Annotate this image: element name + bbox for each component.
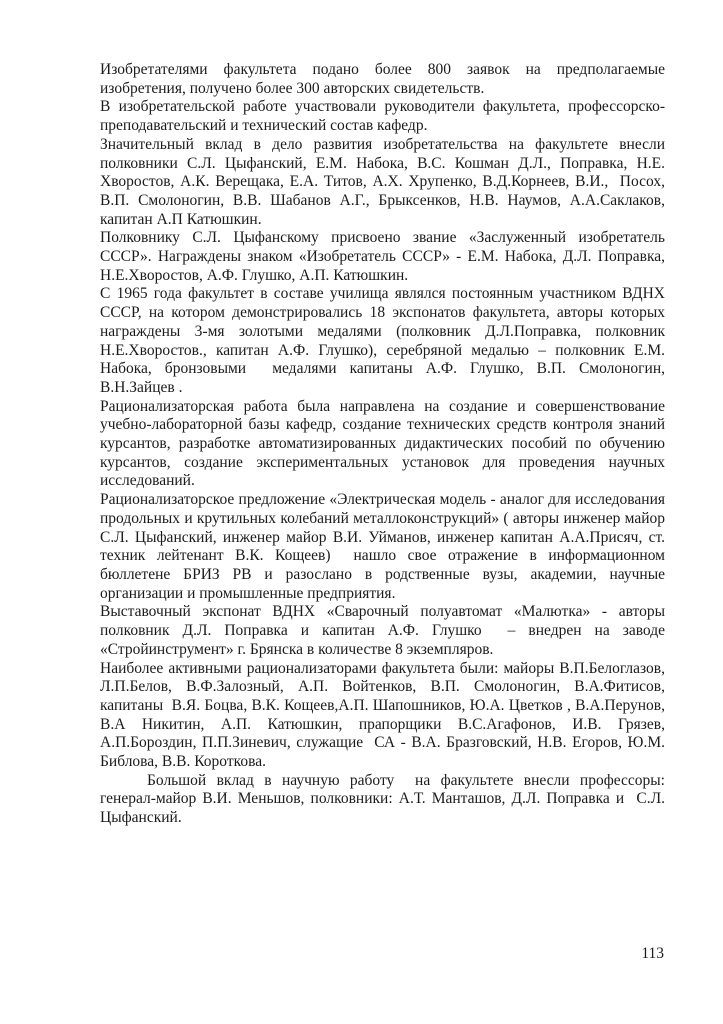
document-body (100, 61, 669, 828)
paragraph: С 1965 года факультет в составе училища являлся постоянным участником ВДНХ СССР, на котором демонстрировались 18 экспонатов факультета, авторы которых награждены 3-мя золотыми медалями (полковник Д.Л.Поправка, полковник Н.Е.Хворостов., капитан А.Ф. Глушко), серебряной медалью – полковник Е.М. Набока, бронзовыми медалями капитаны А.Ф. Глушко, В.П. Смолоногин, В.Н.Зайцев . (100, 285, 669, 396)
paragraph: Рационализаторское предложение «Электрическая модель - аналог для исследования продольных и крутильных колебаний металлоконструкций» ( авторы инженер майор С.Л. Цыфанский, инженер майор В.И. Уйманов, инженер капитан А.А.Присяч, ст. техник лейтенант В.К. Кощеев) нашло свое отражение в информационном бюллетене БРИЗ РВ и разослано в родственные вузы, академии, научные организации и промышленные предприятия. (100, 491, 669, 602)
paragraph: Выставочный экспонат ВДНХ «Сварочный полуавтомат «Малютка» - авторы полковник Д.Л. Поправка и капитан А.Ф. Глушко – внедрен на заводе «Стройинструмент» г. Брянска в количестве 8 экземпляров. (100, 603, 669, 658)
paragraph: Полковнику С.Л. Цыфанскому присвоено звание «Заслуженный изобретатель СССР». Награждены знаком «Изобретатель СССР» - Е.М. Набока, Д.Л. Поправка, Н.Е.Хворостов, А.Ф. Глушко, А.П. Катюшкин. (100, 229, 669, 284)
paragraph: Большой вклад в научную работу на факультете внесли профессоры: генерал-майор В.И. Меньшов, полковники: А.Т. Манташов, Д.Л. Поправка и С.Л. Цыфанский. (100, 771, 669, 827)
paragraph: Рационализаторская работа была направлена на создание и совершенствование учебно-лабораторной базы кафедр, создание технических средств контроля знаний курсантов, разработке автоматизированных дидактических пособий по обучению курсантов, создание экспериментальных установок для проведения научных исследований. (100, 397, 669, 490)
paragraph: Изобретателями факультета подано более 800 заявок на предполагаемые изобретения, получено более 300 авторских свидетельств. (100, 61, 669, 97)
paragraph: Наиболее активными рационализаторами факультета были: майоры В.П.Белоглазов, Л.П.Белов, В.Ф.Залозный, А.П. Войтенков, В.П. Смолоногин, В.А.Фитисов, капитаны В.Я. Боцва, В.К. Кощеев,А.П. Шапошников, Ю.А. Цветков , В.А.Перунов, В.А Никитин, А.П. Катюшкин, прапорщики В.С.Агафонов, И.В. Грязев, А.П.Бороздин, П.П.Зиневич, служащие СА - В.А. Бразговский, Н.В. Егоров, Ю.М. Библова, В.В. Короткова. (100, 659, 669, 771)
paragraph: В изобретательской работе участвовали руководители факультета, профессорско-преподавательский и технический состав кафедр. (100, 98, 665, 135)
paragraph: Значительный вклад в дело развития изобретательства на факультете внесли полковники С.Л. Цыфанский, Е.М. Набока, В.С. Кошман Д.Л., Поправка, Н.Е. Хворостов, А.К. Верещака, Е.А. Титов, А.Х. Хрупенко, В.Д.Корнеев, В.И., Посох, В.П. Смолоногин, В.В. Шабанов А.Г., Брыксенков, Н.В. Наумов, А.А.Саклаков, капитан А.П Катюшкин. (100, 135, 669, 228)
page-number: 113 (641, 945, 664, 962)
